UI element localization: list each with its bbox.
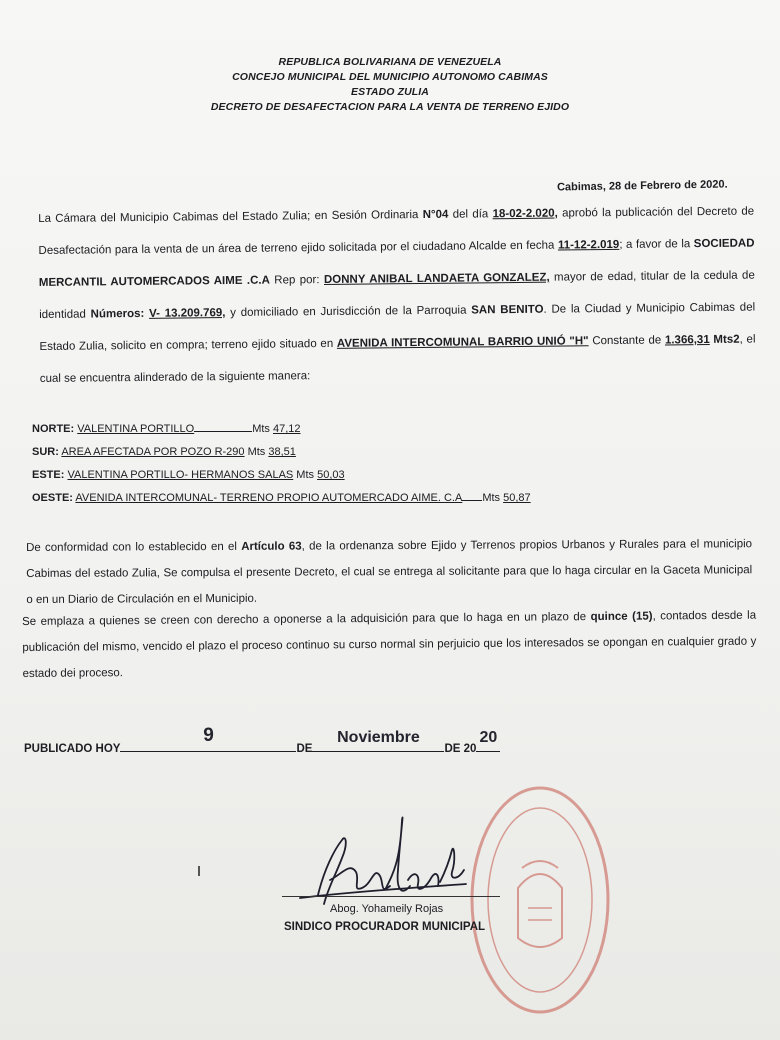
boundary-direction: SUR:: [32, 446, 59, 458]
id-number: V- 13.209.769,: [148, 307, 226, 320]
document-header: [0, 55, 780, 115]
text: La Cámara del Municipio Cabimas del Estado Zulia; en Sesión Ordinaria: [38, 208, 423, 225]
text: De conformidad con lo establecido en el: [26, 540, 242, 554]
boundary-value: 38,51: [268, 446, 296, 458]
document-date: Cabimas, 28 de Febrero de 2020.: [557, 178, 729, 194]
published-month: Noviembre: [337, 729, 420, 746]
boundary-unit: Mts: [252, 423, 273, 435]
header-state: ESTADO ZULIA: [350, 86, 429, 98]
month-blank: [312, 729, 444, 752]
text: aprobó la publicación del Decreto de Desafectación para la venta de un área de terreno ejido solicitada por el ciudadano Alcalde en fecha: [38, 205, 755, 257]
text: y domiciliado en Jurisdicción de la Parroquia: [225, 304, 472, 320]
handwritten-signature: [290, 800, 480, 920]
day-blank: [120, 725, 296, 752]
boundary-neighbor: VALENTINA PORTILLO: [77, 423, 195, 435]
header-decree-title: DECRETO DE DESAFECTACION PARA LA VENTA DE TERRENO EJIDO: [210, 101, 570, 113]
published-year-label: DE 20: [444, 743, 477, 755]
boundary-unit: Mts: [244, 446, 269, 458]
published-de: DE: [296, 743, 313, 755]
text: del día: [448, 208, 493, 221]
boundary-neighbor: VALENTINA PORTILLO- HERMANOS SALAS: [67, 469, 294, 481]
area-unit: Mts2: [709, 333, 740, 346]
blank-line: [194, 420, 252, 432]
text: Rep por:: [269, 274, 325, 287]
boundary-direction: OESTE:: [32, 492, 73, 504]
header-council: CONCEJO MUNICIPAL DEL MUNICIPIO AUTONOMO CABIMAS: [232, 71, 548, 83]
boundary-south: [32, 441, 752, 464]
signer-title: SINDICO PROCURADOR MUNICIPAL: [284, 921, 486, 933]
published-label: PUBLICADO HOY: [24, 743, 121, 755]
blank-line: [462, 489, 482, 501]
publication-line: [24, 725, 500, 755]
boundary-west: [32, 487, 752, 510]
boundary-value: 50,87: [503, 492, 531, 504]
boundary-unit: Mts: [482, 492, 504, 504]
text: , contados desde la publicación del mismo, vencido el plazo el proceso continuo su curso normal sin perjuicio que los interesados se opongan en cualquier grado y estado dei proceso.: [22, 609, 757, 680]
text: Se emplaza a quienes se creen con derecho a oponerse a la adquisición para que lo haga en un plazo de: [22, 611, 591, 628]
signature-line: [282, 896, 500, 897]
municipal-seal-stamp: [458, 778, 613, 1018]
article-reference: Artículo 63: [241, 540, 302, 553]
summons-days: quince (15): [590, 610, 653, 624]
request-date: 11-12-2.019: [557, 238, 620, 252]
boundary-direction: NORTE:: [32, 423, 75, 435]
text: Constante de: [588, 334, 665, 348]
text: , el cual se encuentra alinderado de la siguiente manera:: [39, 333, 756, 385]
text: mayor de edad, titular de la cedula de identidad: [39, 269, 755, 321]
boundaries-list: [32, 418, 752, 510]
boundary-value: 47,12: [272, 423, 301, 435]
session-date: 18-02-2.020,: [492, 207, 558, 221]
header-republic: REPUBLICA BOLIVARIANA DE VENEZUELA: [278, 56, 502, 68]
text: . De la Ciudad y Municipio Cabimas del Estado Zulia, solicito en compra; terreno ejido situado en: [39, 301, 756, 353]
summons-paragraph: [22, 603, 757, 687]
conformity-paragraph: [26, 531, 752, 613]
company-name: SOCIEDAD MERCANTIL AUTOMERCADOS AIME .C.A: [38, 237, 755, 289]
boundary-neighbor: AREA AFECTADA POR POZO R-290: [61, 446, 245, 458]
signer-name: Abog. Yohameily Rojas: [330, 903, 444, 915]
land-location: AVENIDA INTERCOMUNAL BARRIO UNIÓ "H": [336, 335, 589, 350]
representative-name: DONNY ANIBAL LANDAETA GONZALEZ,: [323, 271, 550, 287]
decree-paragraph: [38, 196, 756, 395]
published-year: 20: [479, 729, 498, 746]
land-area: 1.366,31: [664, 333, 710, 347]
year-blank: [476, 729, 500, 752]
boundary-direction: ESTE:: [32, 469, 65, 481]
boundary-neighbor: AVENIDA INTERCOMUNAL- TERRENO PROPIO AUTOMERCADO AIME. C.A: [75, 492, 463, 504]
parish-name: SAN BENITO: [471, 303, 544, 317]
boundary-unit: Mts: [293, 469, 318, 481]
session-number: N°04: [422, 208, 449, 221]
boundary-north: [32, 418, 752, 441]
text: ; a favor de la: [619, 238, 694, 251]
boundary-value: 50,03: [317, 469, 345, 481]
published-day: 9: [203, 725, 214, 746]
pen-mark: [198, 866, 200, 876]
boundary-east: [32, 464, 752, 487]
text: , de la ordenanza sobre Ejido y Terrenos propios Urbanos y Rurales para el municipio Cabimas del estado Zulia, Se compulsa el presente Decreto, el cual se entrega al solicitante para que lo haga circular en la Gaceta Municipal o en un Diario de Circulación en el Municipio.: [26, 538, 753, 606]
numbers-label: Números:: [90, 307, 145, 321]
